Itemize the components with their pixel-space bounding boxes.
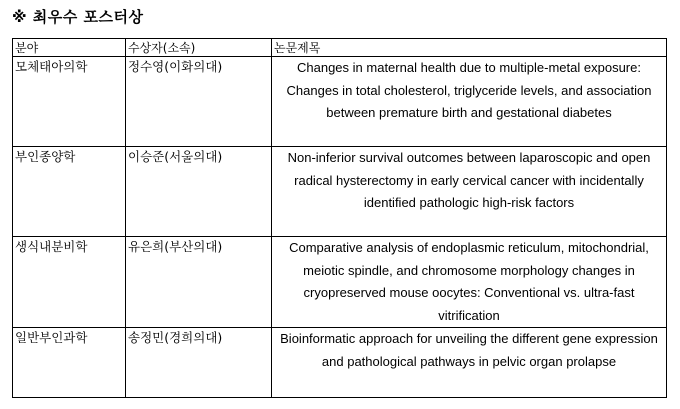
field-cell: 일반부인과학 [13, 328, 126, 398]
paper-title-cell: Changes in maternal health due to multiple-metal exposure: Changes in total cholesterol, triglyceride levels, and association between premature birth and gestational diabetes [272, 57, 667, 147]
section-heading: ※ 최우수 포스터상 [12, 8, 144, 26]
field-cell: 부인종양학 [13, 147, 126, 237]
table-row [13, 237, 667, 328]
winner-cell: 송정민(경희의대) [126, 328, 272, 398]
field-cell: 생식내분비학 [13, 237, 126, 328]
table-header-row [13, 39, 667, 57]
table-row [13, 328, 667, 398]
winner-cell: 유은희(부산의대) [126, 237, 272, 328]
field-cell: 모체태아의학 [13, 57, 126, 147]
paper-title-cell: Bioinformatic approach for unveiling the different gene expression and pathological pathways in pelvic organ prolapse [272, 328, 667, 398]
column-header-field: 분야 [13, 39, 126, 57]
table-row [13, 147, 667, 237]
winner-cell: 이승준(서울의대) [126, 147, 272, 237]
paper-title-cell: Comparative analysis of endoplasmic reticulum, mitochondrial, meiotic spindle, and chromosome morphology changes in cryopreserved mouse oocytes: Conventional vs. ultra-fast vitrification [272, 237, 667, 328]
winner-cell: 정수영(이화의대) [126, 57, 272, 147]
column-header-winner: 수상자(소속) [126, 39, 272, 57]
table-row [13, 57, 667, 147]
awards-table [12, 38, 667, 398]
column-header-title: 논문제목 [272, 39, 667, 57]
paper-title-cell: Non-inferior survival outcomes between laparoscopic and open radical hysterectomy in early cervical cancer with incidentally identified pathologic high-risk factors [272, 147, 667, 237]
